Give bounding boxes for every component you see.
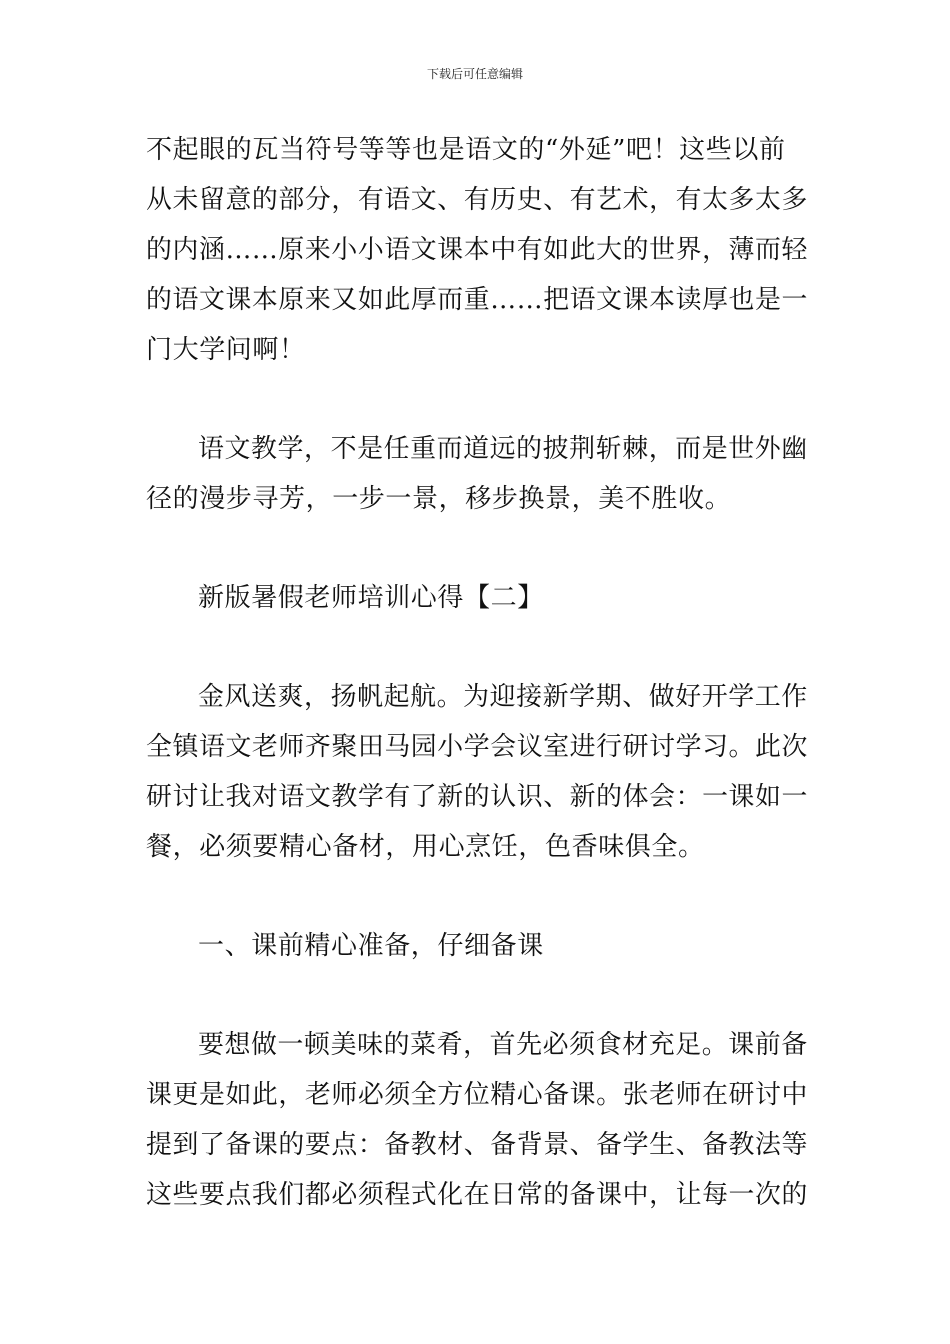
article-title: 新版暑假老师培训心得【二】 xyxy=(198,583,544,613)
text-line: 从未留意的部分，有语文、有历史、有艺术，有太多太多 xyxy=(146,185,809,215)
text-line: 研讨让我对语文教学有了新的认识、新的体会：一课如一 xyxy=(146,782,809,812)
text-line: 径的漫步寻芳，一步一景，移步换景，美不胜收。 xyxy=(146,484,732,514)
text-line: 的内涵……原来小小语文课本中有如此大的世界，薄而轻 xyxy=(146,235,809,265)
page-header: 下载后可任意编辑 xyxy=(426,67,523,81)
text-line: 门大学问啊！ xyxy=(146,335,306,365)
text-line: 全镇语文老师齐聚田马园小学会议室进行研讨学习。此次 xyxy=(146,732,809,762)
text-line: 提到了备课的要点：备教材、备背景、备学生、备教法等 xyxy=(146,1130,809,1160)
section-heading: 一、课前精心准备，仔细备课 xyxy=(198,931,544,961)
text-line: 不起眼的瓦当符号等等也是语文的“外延”吧！这些以前 xyxy=(146,135,786,165)
text-line: 这些要点我们都必须程式化在日常的备课中，让每一次的 xyxy=(146,1180,809,1210)
text-line: 要想做一顿美味的菜肴，首先必须食材充足。课前备 xyxy=(198,1030,808,1060)
text-line: 语文教学，不是任重而道远的披荆斩棘，而是世外幽 xyxy=(198,434,808,464)
text-line: 餐，必须要精心备材，用心烹饪，色香味俱全。 xyxy=(146,832,705,862)
text-line: 的语文课本原来又如此厚而重……把语文课本读厚也是一 xyxy=(146,285,809,315)
text-line: 课更是如此，老师必须全方位精心备课。张老师在研讨中 xyxy=(146,1080,809,1110)
text-line: 金风送爽，扬帆起航。为迎接新学期、做好开学工作 xyxy=(198,682,808,712)
